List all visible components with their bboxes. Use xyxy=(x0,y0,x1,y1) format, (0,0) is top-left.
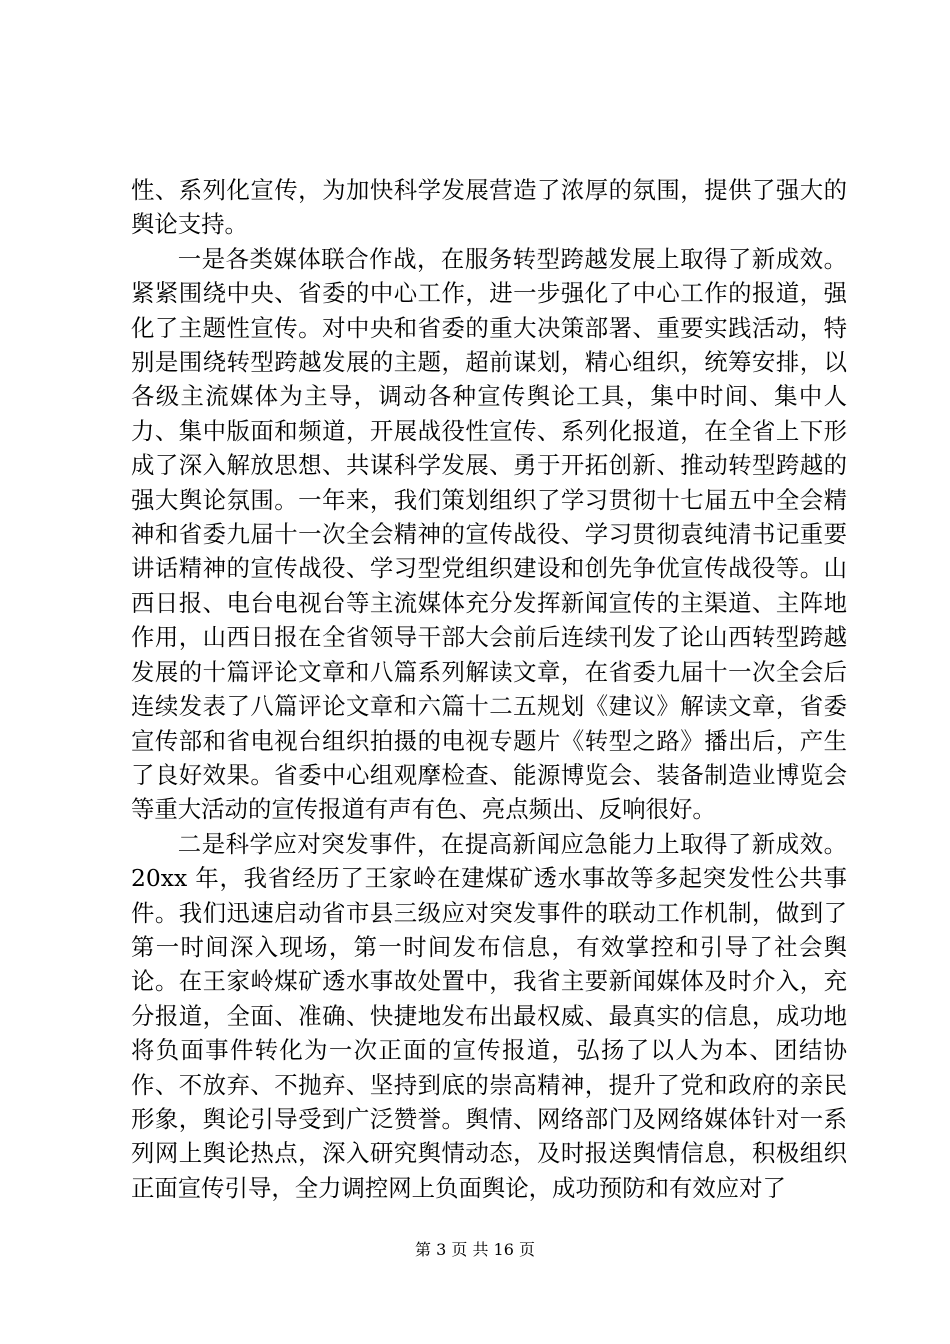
paragraph-media-cooperation: 一是各类媒体联合作战，在服务转型跨越发展上取得了新成效。紧紧围绕中央、省委的中心工作，进一步强化了中心工作的报道，强化了主题性宣传。对中央和省委的重大决策部署、重要实践活动，特别是围绕转型跨越发展的主题，超前谋划，精心组织，统筹安排，以各级主流媒体为主导，调动各种宣传舆论工具，集中时间、集中人力、集中版面和频道，开展战役性宣传、系列化报道，在全省上下形成了深入解放思想、共谋科学发展、勇于开拓创新、推动转型跨越的强大舆论氛围。一年来，我们策划组织了学习贯彻十七届五中全会精神和省委九届十一次全会精神的宣传战役、学习贯彻袁纯清书记重要讲话精神的宣传战役、学习型党组织建设和创先争优宣传战役等。山西日报、电台电视台等主流媒体充分发挥新闻宣传的主渠道、主阵地作用，山西日报在全省领导干部大会前后连续刊发了论山西转型跨越发展的十篇评论文章和八篇系列解读文章，在省委九届十一次全会后连续发表了八篇评论文章和六篇十二五规划《建议》解读文章，省委宣传部和省电视台组织拍摄的电视专题片《转型之路》播出后，产生了良好效果。省委中心组观摩检查、能源博览会、装备制造业博览会等重大活动的宣传报道有声有色、亮点频出、反响很好。 xyxy=(131,244,847,824)
paragraph-emergency-response: 二是科学应对突发事件，在提高新闻应急能力上取得了新成效。20xx 年，我省经历了王家岭在建煤矿透水事故等多起突发性公共事件。我们迅速启动省市县三级应对突发事件的联动工作机制，做到了第一时间深入现场，第一时间发布信息，有效掌控和引导了社会舆论。在王家岭煤矿透水事故处置中，我省主要新闻媒体及时介入，充分报道，全面、准确、快捷地发布出最权威、最真实的信息，成功地将负面事件转化为一次正面的宣传报道，弘扬了以人为本、团结协作、不放弃、不抛弃、坚持到底的崇高精神，提升了党和政府的亲民形象，舆论引导受到广泛赞誉。舆情、网络部门及网络媒体针对一系列网上舆论热点，深入研究舆情动态，及时报送舆情信息，积极组织正面宣传引导，全力调控网上负面舆论，成功预防和有效应对了 xyxy=(131,829,847,1202)
document-body xyxy=(131,173,847,1205)
page-number-footer: 第 3 页 共 16 页 xyxy=(415,1240,535,1259)
paragraph-continuation: 性、系列化宣传，为加快科学发展营造了浓厚的氛围，提供了强大的舆论支持。 xyxy=(131,176,847,239)
